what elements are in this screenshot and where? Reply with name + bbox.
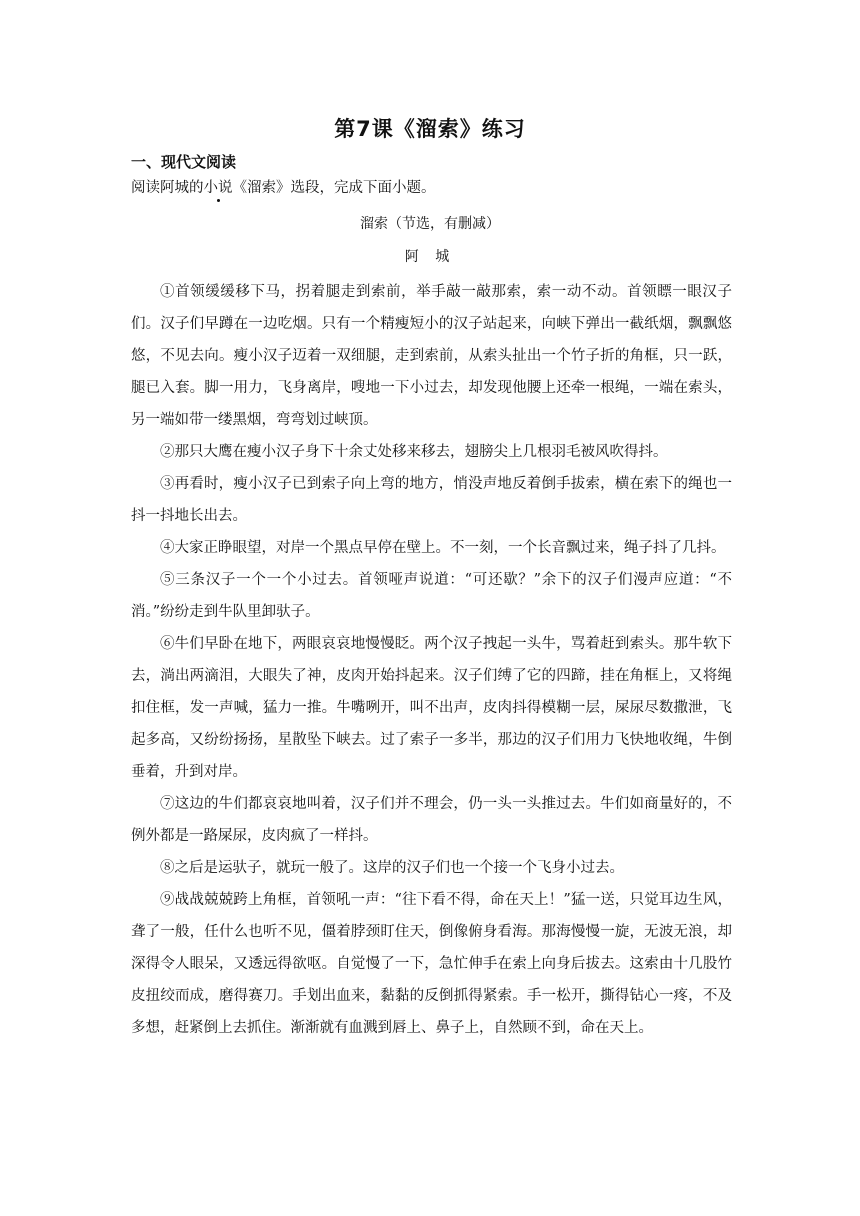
paragraph-9: ⑨战战兢兢跨上角框，首领吼一声：“往下看不得，命在天上！”猛一送，只觉耳边生风，聋了一般，任什么也听不见，僵着脖颈盯住天，倒像俯身看海。那海慢慢一旋，无波无浪，却深得令人眼呆，又透远得欲呕。自觉慢了一下，急忙伸手在索上向身后拔去。这索由十几股竹皮扭绞而成，磨得赛刀。手划出血来，黏黏的反倒抓得紧索。手一松开，撕得钻心一疼，不及多想，赶紧倒上去抓住。渐渐就有血溅到唇上、鼻子上，自然顾不到，命在天上。	[131, 892, 732, 1036]
paragraph-5: ⑤三条汉子一个一个小过去。首领哑声说道：“可还歇？”余下的汉子们漫声应道：“不消。”纷纷走到牛队里卸驮子。	[131, 572, 732, 620]
instruction-text-after: 《溜索》选段，完成下面小题。	[232, 180, 436, 196]
passage-body	[131, 276, 732, 1044]
paragraph-2: ②那只大鹰在瘦小汉子身下十余丈处移来移去，翅膀尖上几根羽毛被风吹得抖。	[160, 444, 668, 460]
reading-instruction	[131, 176, 436, 197]
section-heading: 一、现代文阅读	[131, 153, 237, 171]
passage-author: 阿 城	[404, 249, 456, 265]
paragraph-8: ⑧之后是运驮子，就玩一般了。这岸的汉子们也一个接一个飞身小过去。	[160, 860, 624, 876]
paragraph-1: ①首领缓缓移下马，拐着腿走到索前，举手敲一敲那索，索一动不动。首领瞟一眼汉子们。汉子们早蹲在一边吃烟。只有一个精瘦短小的汉子站起来，向峡下弹出一截纸烟，飘飘悠悠，不见去向。瘦小汉子迈着一双细腿，走到索前，从索头扯出一个竹子折的角框，只一跃，腿已入套。脚一用力，飞身离岸，嗖地一下小过去，却发现他腰上还牵一根绳，一端在索头，另一端如带一缕黑烟，弯弯划过峡顶。	[131, 284, 732, 428]
passage-title: 溜索（节选，有删减）	[360, 216, 500, 232]
instruction-text-before: 阅读阿城的	[131, 180, 204, 196]
paragraph-7: ⑦这边的牛们都哀哀地叫着，汉子们并不理会，仍一头一头推过去。牛们如商量好的，不例外都是一路屎尿，皮肉疯了一样抖。	[131, 796, 732, 844]
instruction-emphasized-word: 小说	[203, 180, 233, 196]
page-title: 第7课《溜索》练习	[334, 117, 526, 141]
paragraph-3: ③再看时，瘦小汉子已到索子向上弯的地方，悄没声地反着倒手拔索，横在索下的绳也一抖一抖地长出去。	[131, 476, 732, 524]
paragraph-6: ⑥牛们早卧在地下，两眼哀哀地慢慢眨。两个汉子拽起一头牛，骂着赶到索头。那牛软下去，淌出两滴泪，大眼失了神，皮肉开始抖起来。汉子们缚了它的四蹄，挂在角框上，又将绳扣住框，发一声喊，猛力一推。牛嘴咧开，叫不出声，皮肉抖得模糊一层，屎尿尽数撒泄，飞起多高，又纷纷扬扬，星散坠下峡去。过了索子一多半，那边的汉子们用力飞快地收绳，牛倒垂着，升到对岸。	[131, 636, 732, 780]
paragraph-4: ④大家正睁眼望，对岸一个黑点早停在壁上。不一刻，一个长音飘过来，绳子抖了几抖。	[160, 540, 726, 556]
